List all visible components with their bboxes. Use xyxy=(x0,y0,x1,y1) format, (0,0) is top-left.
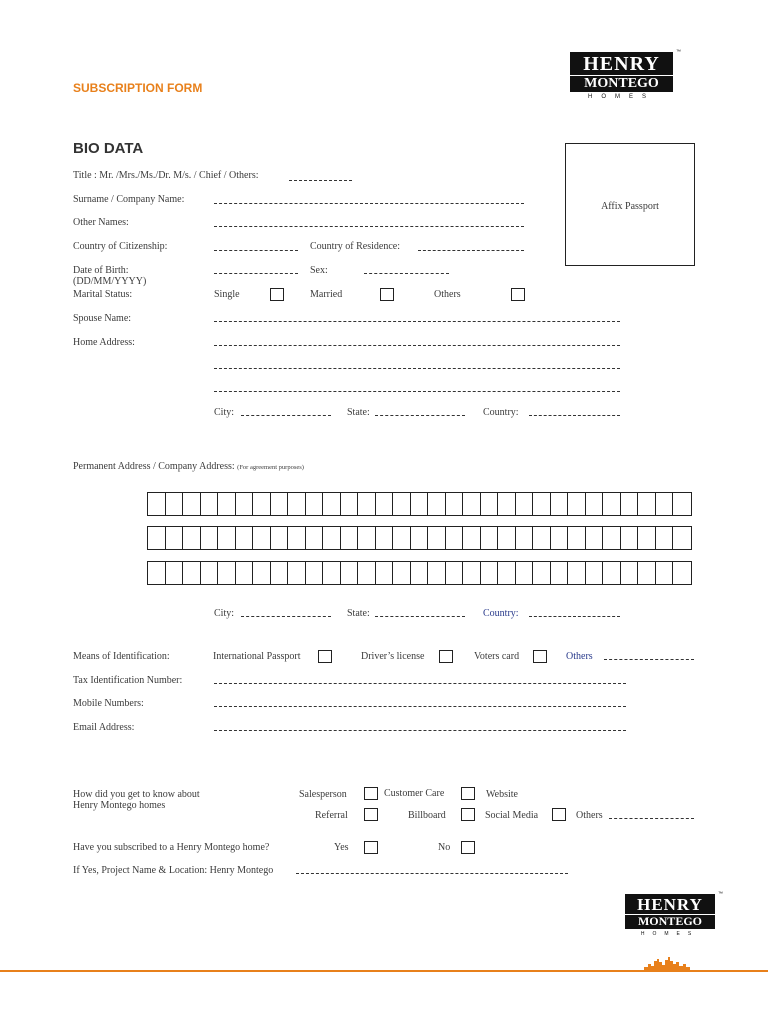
source-referral-checkbox[interactable] xyxy=(364,808,378,821)
source-website-label: Website xyxy=(486,789,518,800)
footer-logo-line1: HENRY xyxy=(637,895,703,914)
home-address-label: Home Address: xyxy=(73,337,135,348)
footer-logo-sub: HOMES xyxy=(640,931,700,937)
address-grid-cell[interactable] xyxy=(568,562,586,584)
home-state-field[interactable] xyxy=(375,415,465,416)
title-label: Title : Mr. /Mrs./Ms./Dr. M/s. / Chief / Others: xyxy=(73,170,259,181)
address-grid-cell[interactable] xyxy=(236,493,254,515)
surname-field[interactable] xyxy=(214,203,524,204)
address-grid-cell[interactable] xyxy=(393,562,411,584)
id-passport-label: International Passport xyxy=(213,651,301,662)
permanent-address-text: Permanent Address / Company Address: xyxy=(73,461,235,472)
brand-logo xyxy=(570,49,681,100)
address-grid-cell[interactable] xyxy=(551,493,569,515)
tin-field[interactable] xyxy=(214,683,626,684)
logo-line1: HENRY xyxy=(583,53,660,75)
subscribed-yes-checkbox[interactable] xyxy=(364,841,378,854)
address-grid-cell[interactable] xyxy=(481,527,499,549)
address-grid-cell[interactable] xyxy=(586,562,604,584)
title-field[interactable] xyxy=(289,180,352,181)
marital-married-label: Married xyxy=(310,289,343,300)
address-grid-cell[interactable] xyxy=(323,562,341,584)
address-grid-cell[interactable] xyxy=(148,493,166,515)
sex-field[interactable] xyxy=(364,273,449,274)
residence-label: Country of Residence: xyxy=(310,241,400,252)
address-grid-cell[interactable] xyxy=(463,527,481,549)
id-others-field[interactable] xyxy=(604,659,694,660)
address-grid-cell[interactable] xyxy=(533,527,551,549)
address-grid-cell[interactable] xyxy=(253,562,271,584)
source-billboard-checkbox[interactable] xyxy=(461,808,475,821)
marital-single-checkbox[interactable] xyxy=(270,288,284,301)
home-state-label: State: xyxy=(347,407,370,418)
address-grid-cell[interactable] xyxy=(673,493,691,515)
other-names-label: Other Names: xyxy=(73,217,129,228)
address-grid-cell[interactable] xyxy=(673,527,691,549)
address-grid-cell[interactable] xyxy=(638,562,656,584)
logo-sub: HOMES xyxy=(587,94,655,100)
home-country-field[interactable] xyxy=(529,415,620,416)
home-address-line2[interactable] xyxy=(214,368,620,369)
address-grid-cell[interactable] xyxy=(551,527,569,549)
id-others-label: Others xyxy=(566,651,593,662)
perm-state-field[interactable] xyxy=(375,616,465,617)
address-grid-cell[interactable] xyxy=(201,562,219,584)
address-grid-cell[interactable] xyxy=(603,562,621,584)
footer-logo-line2: MONTEGO xyxy=(625,914,715,928)
address-grid-cell[interactable] xyxy=(306,562,324,584)
address-grid-cell[interactable] xyxy=(656,527,674,549)
address-grid-cell[interactable] xyxy=(568,527,586,549)
address-grid-cell[interactable] xyxy=(218,493,236,515)
means-id-label: Means of Identification: xyxy=(73,651,170,662)
other-names-field[interactable] xyxy=(214,226,524,227)
address-grid-cell[interactable] xyxy=(358,493,376,515)
address-grid-cell[interactable] xyxy=(306,527,324,549)
subscribed-label: Have you subscribed to a Henry Montego home? xyxy=(73,842,270,853)
surname-label: Surname / Company Name: xyxy=(73,194,185,205)
home-address-line3[interactable] xyxy=(214,391,620,392)
permanent-address-grid-row-2[interactable] xyxy=(147,526,692,550)
address-grid-cell[interactable] xyxy=(288,527,306,549)
address-grid-cell[interactable] xyxy=(306,493,324,515)
address-grid-cell[interactable] xyxy=(166,493,184,515)
marital-others-label: Others xyxy=(434,289,461,300)
address-grid-cell[interactable] xyxy=(323,527,341,549)
subscribed-yes-label: Yes xyxy=(334,842,349,853)
address-grid-cell[interactable] xyxy=(166,562,184,584)
residence-field[interactable] xyxy=(418,250,524,251)
source-customer-care-checkbox[interactable] xyxy=(461,787,475,800)
address-grid-cell[interactable] xyxy=(446,562,464,584)
skyline-icon xyxy=(644,954,692,972)
address-grid-cell[interactable] xyxy=(271,527,289,549)
address-grid-cell[interactable] xyxy=(218,527,236,549)
permanent-address-note: (For agreement purposes) xyxy=(237,464,304,471)
address-grid-cell[interactable] xyxy=(201,493,219,515)
id-drivers-license-checkbox[interactable] xyxy=(439,650,453,663)
address-grid-cell[interactable] xyxy=(446,527,464,549)
subscribed-no-checkbox[interactable] xyxy=(461,841,475,854)
address-grid-cell[interactable] xyxy=(428,493,446,515)
permanent-address-grid-row-3[interactable] xyxy=(147,561,692,585)
address-grid-cell[interactable] xyxy=(148,562,166,584)
address-grid-cell[interactable] xyxy=(481,493,499,515)
address-grid-cell[interactable] xyxy=(498,527,516,549)
subscribed-no-label: No xyxy=(438,842,451,853)
address-grid-cell[interactable] xyxy=(621,493,639,515)
permanent-address-grid-row-1[interactable] xyxy=(147,492,692,516)
address-grid-cell[interactable] xyxy=(376,562,394,584)
address-grid-cell[interactable] xyxy=(376,527,394,549)
id-voters-card-label: Voters card xyxy=(474,651,520,662)
perm-city-label: City: xyxy=(214,608,235,619)
address-grid-cell[interactable] xyxy=(586,493,604,515)
address-grid-cell[interactable] xyxy=(586,527,604,549)
dob-label: Date of Birth: xyxy=(73,265,129,276)
source-customer-care-label: Customer Care xyxy=(384,788,445,799)
address-grid-cell[interactable] xyxy=(603,493,621,515)
home-city-field[interactable] xyxy=(241,415,331,416)
address-grid-cell[interactable] xyxy=(393,493,411,515)
perm-city-field[interactable] xyxy=(241,616,331,617)
citizenship-field[interactable] xyxy=(214,250,298,251)
mobile-field[interactable] xyxy=(214,706,626,707)
id-voters-card-checkbox[interactable] xyxy=(533,650,547,663)
footer-trademark-mark: ™ xyxy=(718,891,723,897)
project-field[interactable] xyxy=(296,873,568,874)
address-grid-cell[interactable] xyxy=(656,493,674,515)
project-label: If Yes, Project Name & Location: Henry Montego xyxy=(73,865,274,876)
address-grid-cell[interactable] xyxy=(411,527,429,549)
citizenship-label: Country of Citizenship: xyxy=(73,241,168,252)
section-title: BIO DATA xyxy=(73,140,144,157)
how-know-label-line1: How did you get to know about xyxy=(73,789,200,800)
address-grid-cell[interactable] xyxy=(341,527,359,549)
perm-country-field[interactable] xyxy=(529,616,620,617)
sex-label: Sex: xyxy=(310,265,328,276)
address-grid-cell[interactable] xyxy=(516,493,534,515)
source-salesperson-label: Salesperson xyxy=(299,789,347,800)
address-grid-cell[interactable] xyxy=(271,493,289,515)
address-grid-cell[interactable] xyxy=(463,562,481,584)
source-others-label: Others xyxy=(576,810,603,821)
address-grid-cell[interactable] xyxy=(288,562,306,584)
perm-state-label: State: xyxy=(347,608,370,619)
address-grid-cell[interactable] xyxy=(498,493,516,515)
address-grid-cell[interactable] xyxy=(253,527,271,549)
address-grid-cell[interactable] xyxy=(446,493,464,515)
source-others-field[interactable] xyxy=(609,818,694,819)
perm-country-label: Country: xyxy=(483,608,519,619)
source-billboard-label: Billboard xyxy=(408,810,446,821)
home-city-label: City: xyxy=(214,407,235,418)
address-grid-cell[interactable] xyxy=(183,562,201,584)
home-address-line1[interactable] xyxy=(214,345,620,346)
marital-others-checkbox[interactable] xyxy=(511,288,525,301)
address-grid-cell[interactable] xyxy=(498,562,516,584)
address-grid-cell[interactable] xyxy=(148,527,166,549)
address-grid-cell[interactable] xyxy=(271,562,289,584)
passport-photo-box[interactable] xyxy=(565,143,695,266)
home-country-label: Country: xyxy=(483,407,519,418)
address-grid-cell[interactable] xyxy=(428,562,446,584)
address-grid-cell[interactable] xyxy=(236,527,254,549)
marital-single-label: Single xyxy=(214,289,240,300)
spouse-label: Spouse Name: xyxy=(73,313,132,324)
address-grid-cell[interactable] xyxy=(183,527,201,549)
address-grid-cell[interactable] xyxy=(358,562,376,584)
address-grid-cell[interactable] xyxy=(533,493,551,515)
address-grid-cell[interactable] xyxy=(288,493,306,515)
source-salesperson-checkbox[interactable] xyxy=(364,787,378,800)
address-grid-cell[interactable] xyxy=(428,527,446,549)
address-grid-cell[interactable] xyxy=(551,562,569,584)
address-grid-cell[interactable] xyxy=(481,562,499,584)
address-grid-cell[interactable] xyxy=(603,527,621,549)
address-grid-cell[interactable] xyxy=(341,493,359,515)
email-label: Email Address: xyxy=(73,722,135,733)
address-grid-cell[interactable] xyxy=(463,493,481,515)
source-referral-label: Referral xyxy=(315,810,348,821)
address-grid-cell[interactable] xyxy=(516,562,534,584)
dob-field[interactable] xyxy=(214,273,298,274)
id-drivers-license-label: Driver’s license xyxy=(361,651,425,662)
address-grid-cell[interactable] xyxy=(411,493,429,515)
address-grid-cell[interactable] xyxy=(183,493,201,515)
logo-line2: MONTEGO xyxy=(570,75,673,91)
address-grid-cell[interactable] xyxy=(411,562,429,584)
email-field[interactable] xyxy=(214,730,626,731)
address-grid-cell[interactable] xyxy=(236,562,254,584)
mobile-label: Mobile Numbers: xyxy=(73,698,144,709)
footer-logo xyxy=(625,891,723,937)
form-title: SUBSCRIPTION FORM xyxy=(73,81,203,95)
address-grid-cell[interactable] xyxy=(323,493,341,515)
address-grid-cell[interactable] xyxy=(533,562,551,584)
address-grid-cell[interactable] xyxy=(621,562,639,584)
address-grid-cell[interactable] xyxy=(218,562,236,584)
address-grid-cell[interactable] xyxy=(656,562,674,584)
address-grid-cell[interactable] xyxy=(166,527,184,549)
source-social-media-checkbox[interactable] xyxy=(552,808,566,821)
tin-label: Tax Identification Number: xyxy=(73,675,183,686)
permanent-address-label xyxy=(73,461,304,472)
dob-format-label: (DD/MM/YYYY) xyxy=(73,276,147,287)
id-passport-checkbox[interactable] xyxy=(318,650,332,663)
passport-label: Affix Passport xyxy=(601,201,659,212)
address-grid-cell[interactable] xyxy=(341,562,359,584)
address-grid-cell[interactable] xyxy=(201,527,219,549)
address-grid-cell[interactable] xyxy=(376,493,394,515)
address-grid-cell[interactable] xyxy=(638,527,656,549)
source-social-media-label: Social Media xyxy=(485,810,539,821)
address-grid-cell[interactable] xyxy=(638,493,656,515)
address-grid-cell[interactable] xyxy=(516,527,534,549)
address-grid-cell[interactable] xyxy=(568,493,586,515)
spouse-field[interactable] xyxy=(214,321,620,322)
how-know-label-line2: Henry Montego homes xyxy=(73,800,166,811)
address-grid-cell[interactable] xyxy=(673,562,691,584)
address-grid-cell[interactable] xyxy=(253,493,271,515)
address-grid-cell[interactable] xyxy=(358,527,376,549)
address-grid-cell[interactable] xyxy=(393,527,411,549)
address-grid-cell[interactable] xyxy=(621,527,639,549)
marital-label: Marital Status: xyxy=(73,289,133,300)
trademark-mark: ™ xyxy=(676,49,681,55)
marital-married-checkbox[interactable] xyxy=(380,288,394,301)
